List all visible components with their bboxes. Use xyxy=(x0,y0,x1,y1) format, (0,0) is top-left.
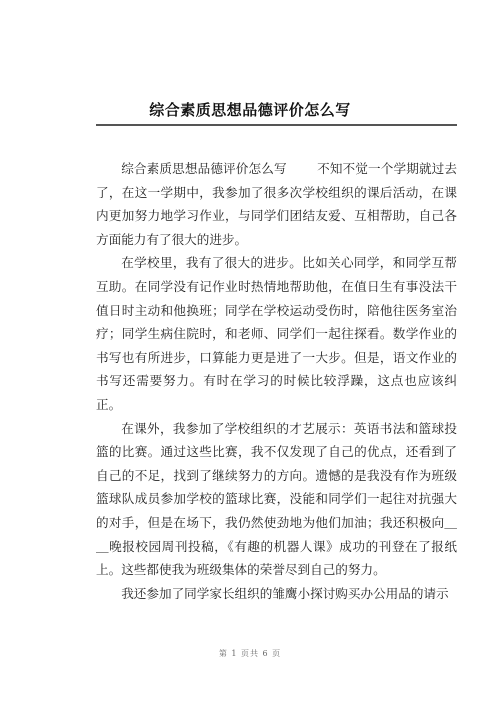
paragraph-2: 在学校里，我有了很大的进步。比如关心同学，和同学互帮互助。在同学没有记作业时热情地帮助他，在值日生有事没法干值日时主动和他换班；同学在学校运动受伤时，陪他往医务室治疗；同学生病住院时，和老师、同学们一起往探看。数学作业的书写也有所进步，口算能力更是进了一大步。但是，语文作业的书写还需要努力。有时在学习的时候比较浮躁，这点也应该纠正。 xyxy=(96,255,457,412)
page-footer: 第 1 页共 6 页 xyxy=(218,649,282,658)
document-body xyxy=(96,157,457,605)
paragraph-3: 在课外，我参加了学校组织的才艺展示：英语书法和篮球投篮的比赛。通过这些比赛，我不仅发现了自己的优点，还看到了自己的不足，找到了继续努力的方向。遗憾的是我没有作为班级篮球队成员参加学校的篮球比赛，没能和同学们一起往对抗强大的对手，但是在场下，我仍然使劲地为他们加油；我还积极向＿＿晚报校园周刊投稿，《有趣的机器人课》成功的刊登在了报纸上。这些都使我为班级集体的荣誉尽到自己的努力。 xyxy=(96,420,457,578)
paragraph-4: 我还参加了同学家长组织的雏鹰小探讨购买办公用品的请示 xyxy=(121,585,449,601)
paragraph-1-lead: 综合素质思想品德评价怎么写 xyxy=(121,161,287,176)
paragraph-1 xyxy=(96,157,457,251)
title-divider xyxy=(96,124,457,126)
paragraph-1-text: 不知不觉一个学期就过去了，在这一学期中，我参加了很多次学校组织的课后活动，在课内更加努力地学习作业，与同学们团结友爱、互相帮助，自己各方面能力有了很大的进步。 xyxy=(96,161,458,247)
document-title: 综合素质思想品德评价怎么写 xyxy=(149,101,351,119)
